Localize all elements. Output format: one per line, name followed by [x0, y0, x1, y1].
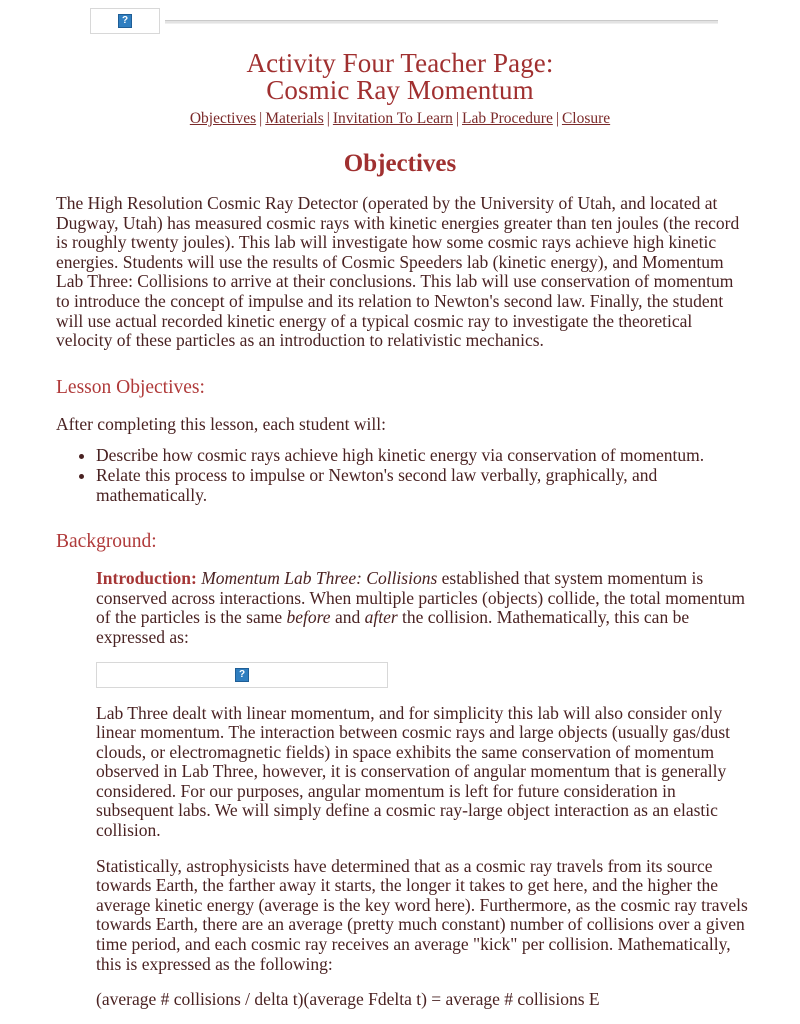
- background-body: [96, 569, 750, 1010]
- section-heading-objectives: Objectives: [343, 150, 457, 177]
- background-conjunction: and: [330, 607, 365, 628]
- page-header-bar: [0, 0, 800, 36]
- broken-image-question-glyph: ?: [235, 668, 249, 682]
- nav-separator: |: [259, 110, 263, 127]
- broken-image-question-glyph: ?: [118, 14, 132, 28]
- objectives-intro-paragraph: The High Resolution Cosmic Ray Detector (operated by the University of Utah, and located at Dugway, Utah) has measured cosmic rays with kinetic energies greater than ten joules (the record is roughly twenty joules). This lab will investigate how some cosmic rays achieve high kinetic energies. Students will use the results of Cosmic Speeders lab (kinetic energy), and Momentum Lab Three: Collisions to arrive at their conclusions. This lab will use conservation of momentum to introduce the concept of impulse and its relation to Newton's second law. Finally, the student will use actual recorded kinetic energy of a typical cosmic ray to investigate the theoretical velocity of these particles as an introduction to relativistic mechanics.: [56, 193, 740, 351]
- introduction-label: Introduction:: [96, 568, 197, 589]
- background-intro-tail: the collision. Mathematically, this can be expressed as:: [96, 607, 690, 647]
- emphasis-before: before: [286, 607, 331, 628]
- page-title-line-1: Activity Four Teacher Page:: [246, 48, 554, 78]
- impulse-formula-line: (average # collisions / delta t)(average Fdelta t) = average # collisions E: [96, 990, 600, 1010]
- emphasis-after: after: [364, 607, 398, 628]
- nav-link-invitation-to-learn[interactable]: Invitation To Learn: [332, 110, 453, 127]
- section-nav: [0, 110, 800, 128]
- page-title: [0, 50, 800, 104]
- background-paragraph-2: Lab Three dealt with linear momentum, and for simplicity this lab will also consider only linear momentum. The interaction between cosmic rays and large objects (usually gas/dust clouds, or electromagnetic fields) in space exhibits the same conservation of momentum observed in Lab Three, however, it is conservation of angular momentum that is generally considered. For our purposes, angular momentum is left for future consideration in subsequent labs. We will simply define a cosmic ray-large object interaction as an elastic collision.: [96, 702, 731, 841]
- page-title-line-2: Cosmic Ray Momentum: [266, 75, 534, 105]
- nav-link-closure[interactable]: Closure: [561, 110, 611, 127]
- nav-separator: |: [555, 110, 559, 127]
- nav-separator: |: [455, 110, 460, 127]
- equation-broken-image-icon[interactable]: [96, 662, 388, 688]
- header-divider: [165, 20, 718, 24]
- page-content: [0, 194, 800, 1010]
- background-intro-rest: established that system momentum is conserved across interactions. When multiple particles (objects) collide, the total momentum of the particles is the same: [96, 568, 745, 628]
- nav-link-lab-procedure[interactable]: Lab Procedure: [462, 110, 553, 127]
- nav-separator: |: [326, 110, 330, 127]
- lesson-objectives-lead: After completing this lesson, each student will:: [56, 413, 387, 434]
- background-heading: Background:: [56, 531, 157, 553]
- lab-three-title: Momentum Lab Three: Collisions: [201, 568, 438, 589]
- broken-image-icon[interactable]: [90, 8, 160, 34]
- lesson-objectives-list: [56, 446, 750, 505]
- background-intro-paragraph: [96, 569, 750, 647]
- list-item: • Describe how cosmic rays achieve high kinetic energy via conservation of momentum.: [96, 446, 750, 466]
- nav-link-materials[interactable]: Materials: [265, 110, 324, 127]
- lesson-objectives-heading: Lesson Objectives:: [56, 376, 205, 398]
- background-paragraph-3: Statistically, astrophysicists have determined that as a cosmic ray travels from its source towards Earth, the farther away it starts, the longer it takes to get here, and the higher the average kinetic energy (average is the key word here). Furthermore, as the cosmic ray travels towards Earth, there are an average (pretty much constant) number of collisions over a given time period, and each cosmic ray receives an average "kick" per collision. Mathematically, this is expressed as the following:: [96, 855, 748, 974]
- nav-link-objectives[interactable]: Objectives: [189, 110, 257, 127]
- list-item: • Relate this process to impulse or Newton's second law verbally, graphically, and mathematically.: [96, 466, 750, 505]
